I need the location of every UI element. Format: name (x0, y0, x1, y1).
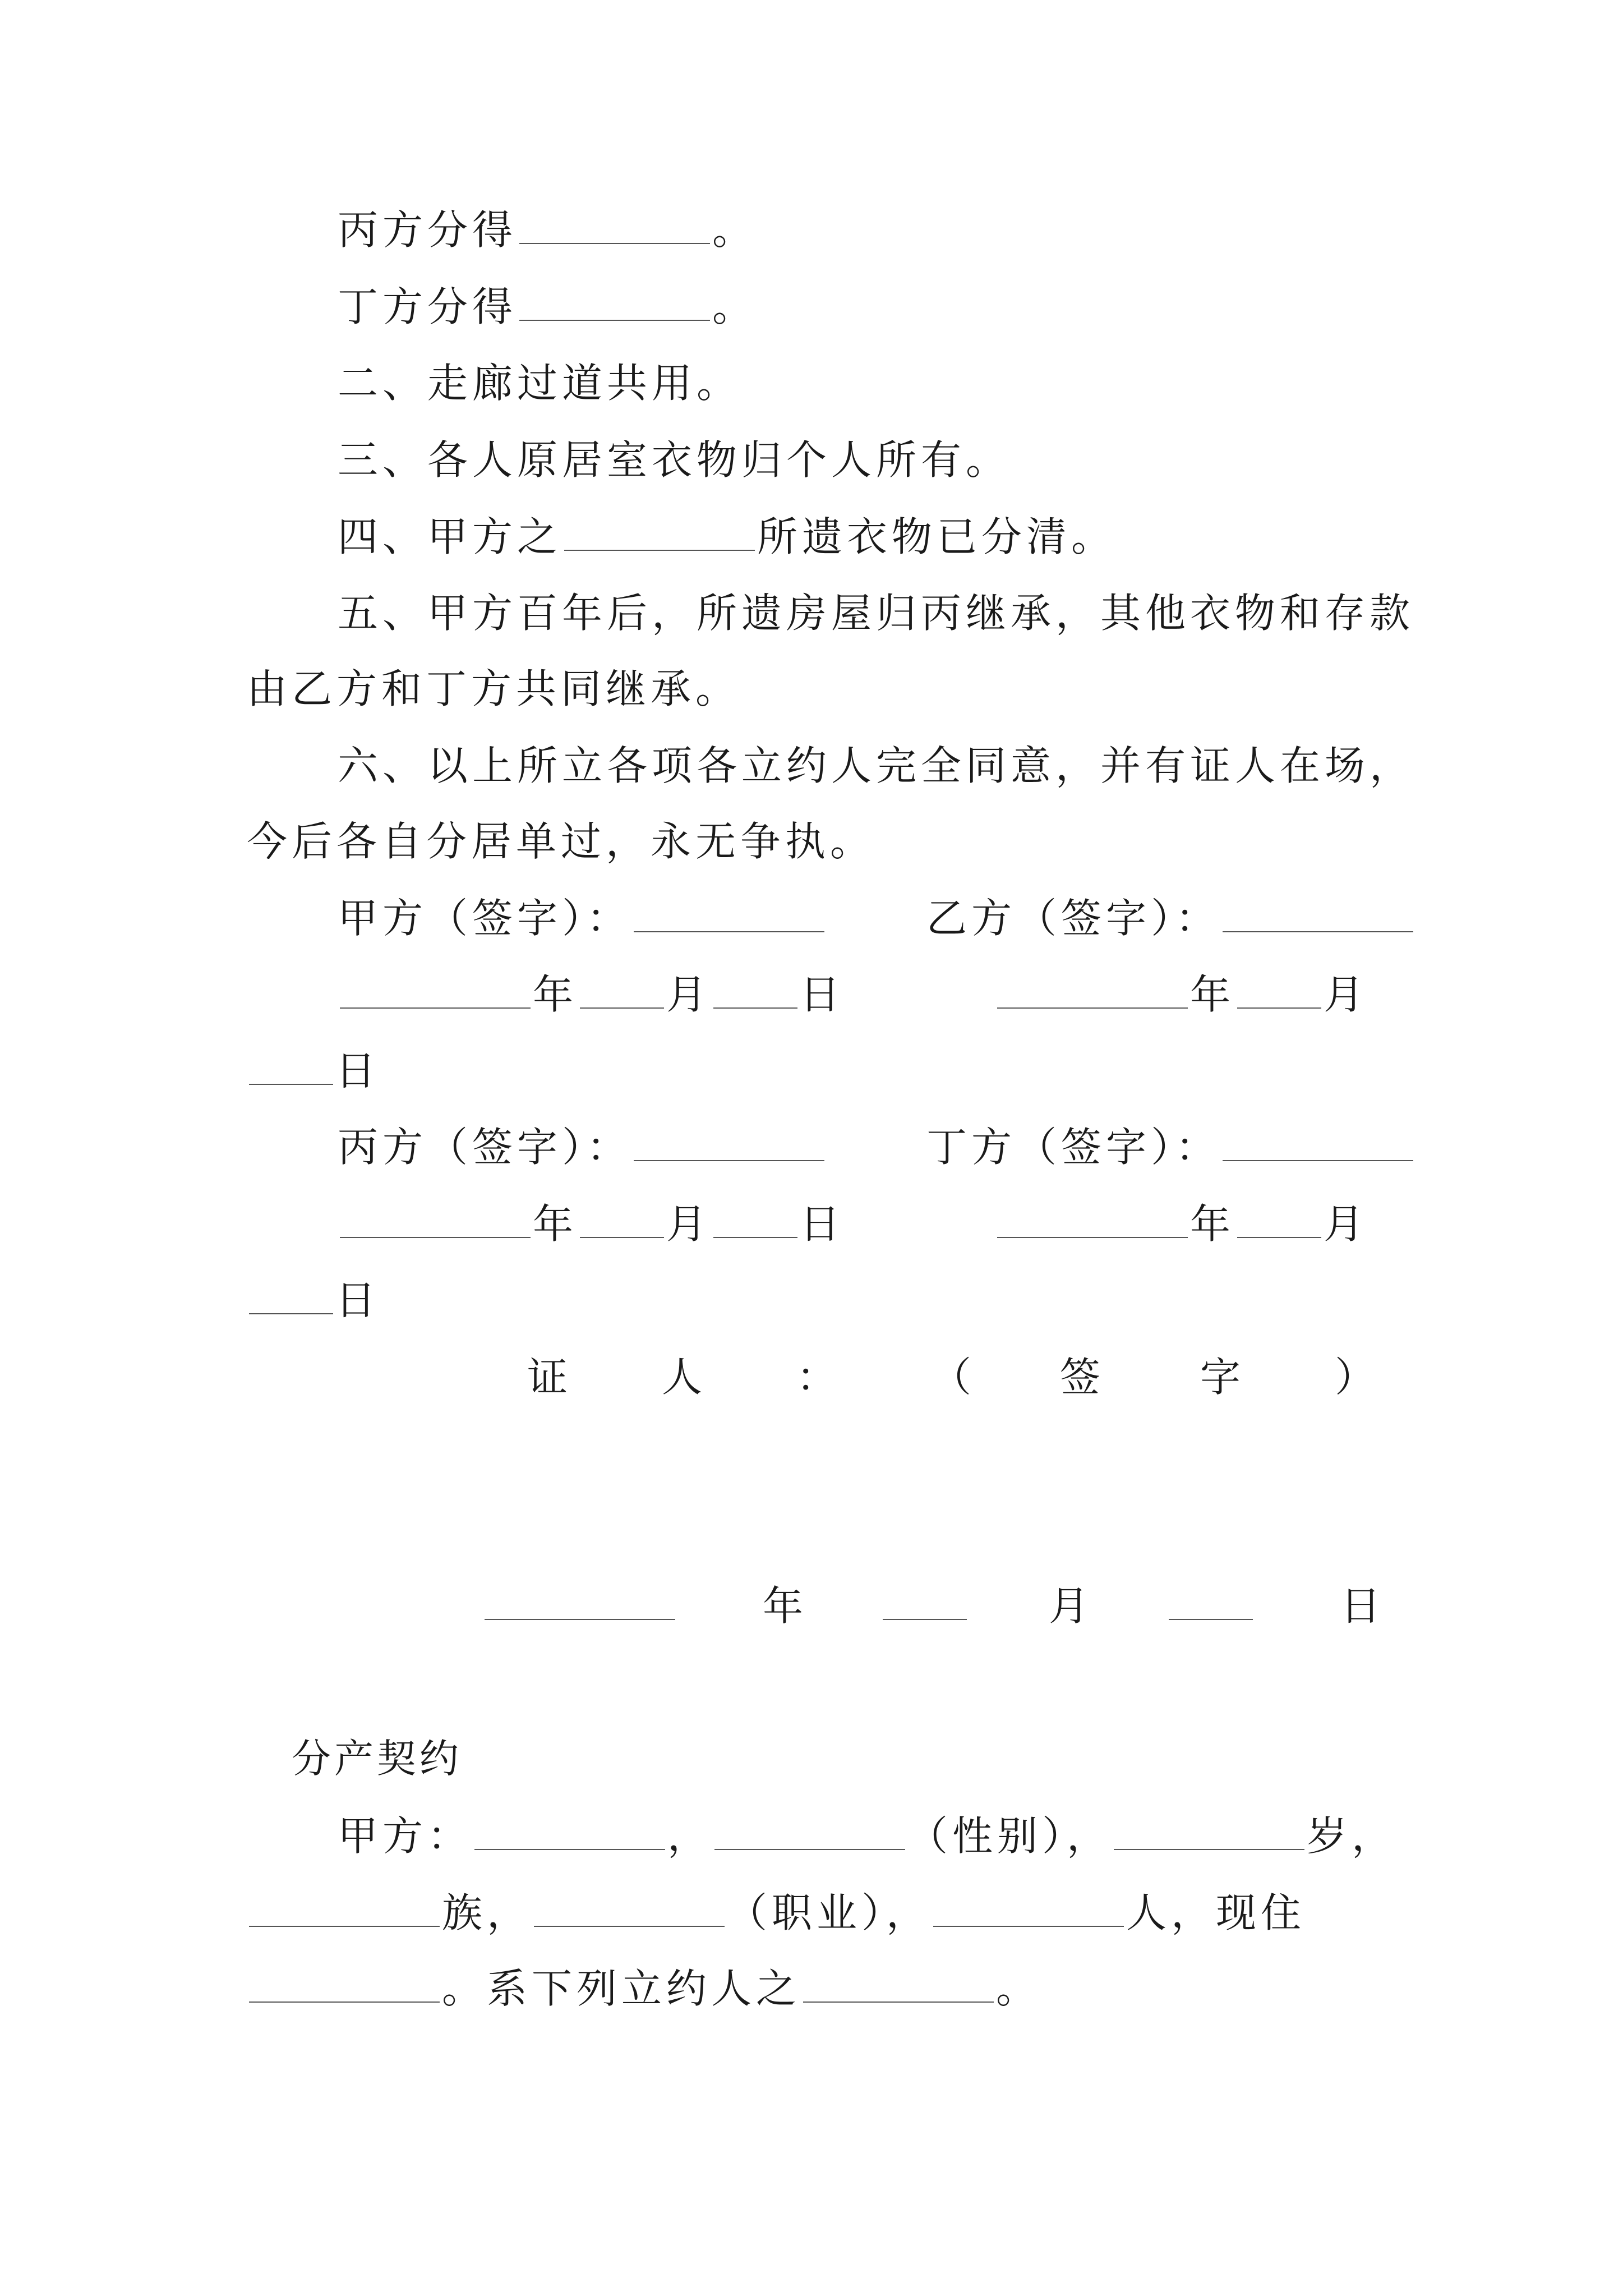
ding-year-blank[interactable] (997, 1202, 1188, 1238)
yi-year-blank[interactable] (997, 973, 1188, 1009)
witness-month: 月 (1049, 1582, 1090, 1630)
jia-occupation-blank[interactable] (534, 1891, 725, 1927)
jia-ethnicity-blank[interactable] (249, 1891, 440, 1927)
jia-signature: 甲方（签字）： (338, 893, 827, 944)
ding-date: 年 月 (995, 1199, 1368, 1249)
jia-year-blank[interactable] (340, 973, 531, 1009)
witness-month-blank[interactable] (883, 1584, 967, 1620)
yi-day-blank[interactable] (249, 1049, 333, 1085)
witness-day-blank[interactable] (1169, 1584, 1253, 1620)
ding-date-day: 日 (247, 1275, 380, 1326)
bing-date: 年 月 日 (338, 1199, 845, 1249)
witness-char-6: ） (1335, 1354, 1376, 1401)
witness-char-4: 签 (1060, 1354, 1101, 1401)
jia-month-blank[interactable] (580, 973, 664, 1009)
bing-share-blank[interactable] (519, 208, 710, 244)
witness-day-blank-wrap (1166, 1581, 1255, 1631)
witness-signature-area[interactable] (482, 1478, 677, 1529)
clause-corridor: 二、走廊过道共用。 (338, 360, 742, 407)
jia-day-blank[interactable] (713, 973, 797, 1009)
witness-char-2: ： (796, 1354, 837, 1401)
witness-char-1: 人 (662, 1354, 703, 1401)
item4-blank[interactable] (564, 515, 755, 551)
witness-month-blank-wrap (880, 1581, 969, 1631)
witness-char-5: 字 (1200, 1354, 1241, 1401)
clause-clothing: 三、各人原居室衣物归个人所有。 (338, 436, 1011, 484)
ding-signature-blank[interactable] (1223, 1125, 1413, 1161)
yi-month-blank[interactable] (1237, 973, 1321, 1009)
jia-relation-blank[interactable] (803, 1967, 994, 2003)
bing-month-blank[interactable] (580, 1202, 664, 1238)
jia-hometown-blank[interactable] (933, 1891, 1124, 1927)
yi-date-day: 日 (247, 1046, 380, 1096)
contract2-jia-line1: 甲方： ， （性别）， 岁， (338, 1812, 1397, 1860)
yi-signature: 乙方（签字）： (926, 893, 1415, 944)
bing-day-blank[interactable] (713, 1202, 797, 1238)
ding-share-blank[interactable] (519, 285, 710, 321)
clause-item6-line2: 今后各自分居单过，永无争执。 (247, 818, 875, 865)
jia-signature-blank[interactable] (634, 896, 824, 932)
clause-item5-line2: 由乙方和丁方共同继承。 (247, 665, 741, 712)
witness-year: 年 (763, 1582, 804, 1630)
clause-item5-line1: 五、甲方百年后，所遗房屋归丙继承，其他衣物和存款 (338, 590, 1415, 637)
bing-share-line: 丙方分得 。 (338, 206, 758, 254)
witness-day: 日 (1340, 1582, 1381, 1630)
witness-year-blank-wrap (482, 1581, 677, 1631)
jia-age-blank[interactable] (1114, 1814, 1304, 1850)
contract2-jia-line2: 族， （职业）， 人，现住 (247, 1888, 1306, 1938)
ding-day-blank[interactable] (249, 1278, 333, 1314)
jia-name-blank[interactable] (474, 1814, 665, 1850)
witness-year-blank[interactable] (485, 1584, 675, 1620)
contract2-title: 分产契约 (292, 1736, 462, 1782)
jia-residence-blank[interactable] (249, 1967, 440, 2003)
jia-date: 年 月 日 (338, 969, 845, 1020)
witness-char-3: （ (931, 1354, 972, 1401)
contract2-jia-line3: 。系下列立约人之 。 (247, 1963, 1041, 2014)
jia-gender-blank[interactable] (714, 1814, 905, 1850)
bing-year-blank[interactable] (340, 1202, 531, 1238)
ding-month-blank[interactable] (1237, 1202, 1321, 1238)
bing-signature-blank[interactable] (634, 1125, 824, 1161)
witness-char-0: 证 (527, 1354, 568, 1401)
ding-share-line: 丁方分得 。 (338, 283, 758, 330)
ding-signature: 丁方（签字）： (926, 1122, 1415, 1172)
bing-signature: 丙方（签字）： (338, 1122, 827, 1172)
yi-signature-blank[interactable] (1223, 896, 1413, 932)
clause-item6-line1: 六、以上所立各项各立约人完全同意，并有证人在场， (338, 742, 1415, 789)
yi-date: 年 月 (995, 969, 1368, 1020)
clause-item4: 四、甲方之 所遗衣物已分清。 (338, 513, 1117, 560)
